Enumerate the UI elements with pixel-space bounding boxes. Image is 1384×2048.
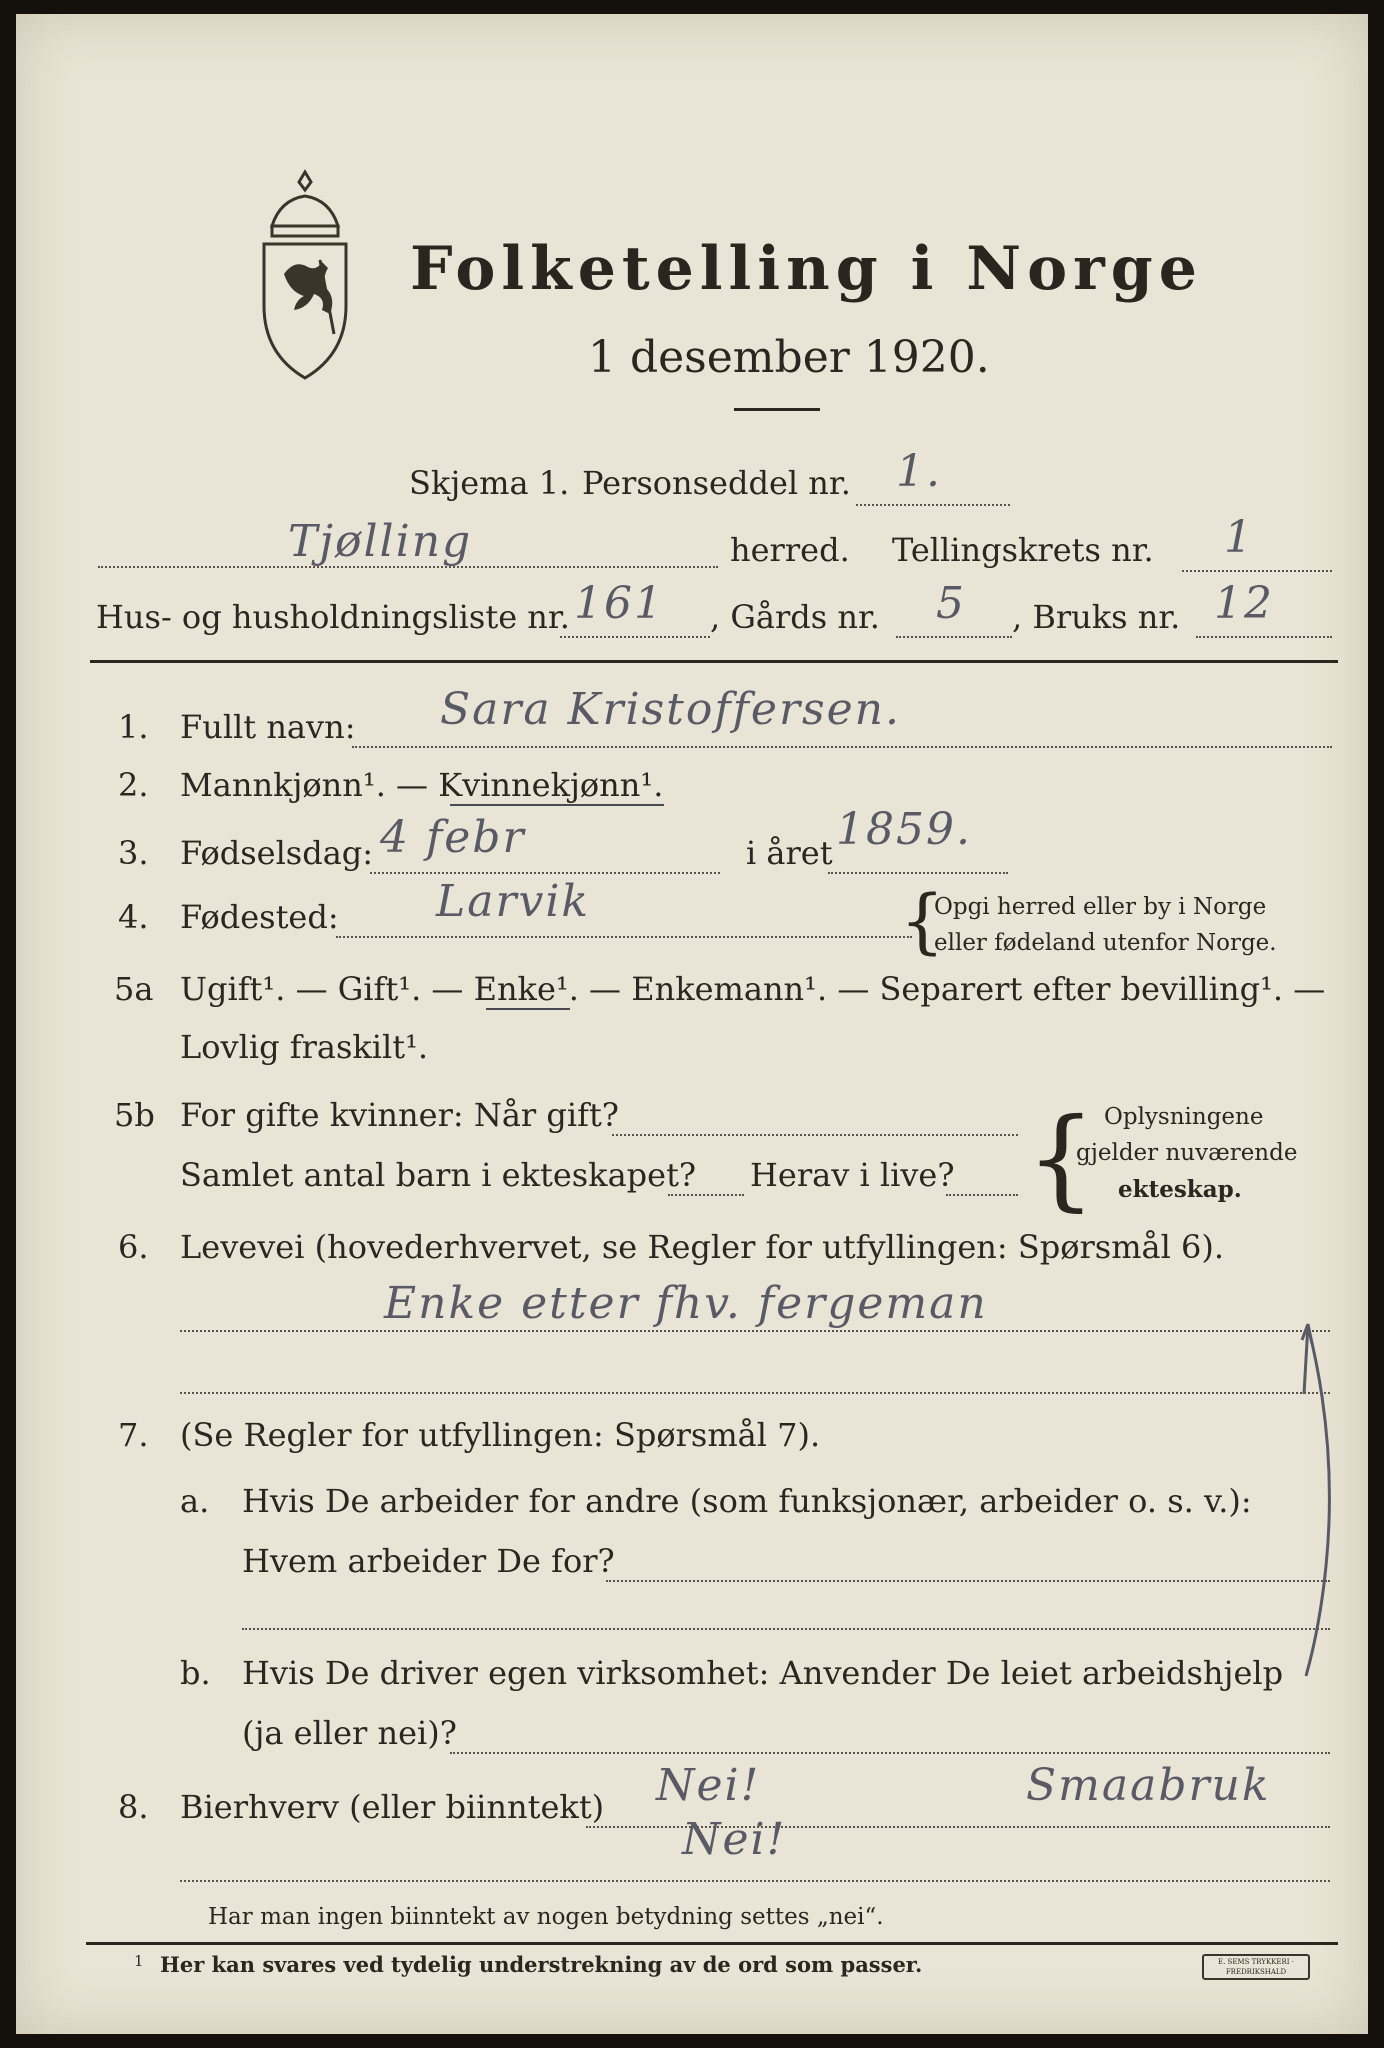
husliste-line <box>560 636 710 638</box>
q5a-number: 5a <box>114 970 154 1008</box>
q3-year-label: i året <box>746 834 833 872</box>
gards-value: 5 <box>936 578 966 629</box>
q4-line <box>336 936 912 938</box>
q3-number: 3. <box>118 834 149 872</box>
q1-number: 1. <box>118 708 149 746</box>
q7b-line2: (ja eller nei)? <box>242 1714 457 1752</box>
q3-value: 4 febr <box>380 812 526 863</box>
husliste-value: 161 <box>574 578 664 629</box>
q2-underline-kvinnekjonn <box>450 804 664 806</box>
q7a-line2: Hvem arbeider De for? <box>242 1542 615 1580</box>
personseddel-label: Personseddel nr. <box>582 464 851 502</box>
footnote-text: Her kan svares ved tydelig understrekning av de ord som passer. <box>160 1952 923 1977</box>
census-form-page <box>16 14 1368 2034</box>
q5b-alive-line <box>946 1194 1018 1196</box>
q5a-line1: Ugift¹. — Gift¹. — Enke¹. — Enkemann¹. — Separert efter bevilling¹. — <box>180 970 1326 1008</box>
q8-note: Har man ingen biinntekt av nogen betydning settes „nei“. <box>208 1904 884 1930</box>
footer-rule <box>86 1942 1338 1945</box>
q7a-line <box>606 1580 1330 1582</box>
q4-number: 4. <box>118 898 149 936</box>
q1-value: Sara Kristoffersen. <box>440 684 901 735</box>
q5b-line2a: Samlet antal barn i ekteskapet? <box>180 1156 697 1194</box>
personseddel-line <box>856 504 1010 506</box>
q2-number: 2. <box>118 766 149 804</box>
q5b-note-line2: gjelder nuværende <box>1076 1140 1298 1166</box>
gards-line <box>896 636 1012 638</box>
q7a-extra-line <box>242 1628 1330 1630</box>
census-date: 1 desember 1920. <box>588 332 990 383</box>
herred-label: herred. <box>730 531 850 569</box>
q6-number: 6. <box>118 1228 149 1266</box>
q3-label: Fødselsdag: <box>180 834 374 872</box>
schema-label: Skjema 1. <box>409 464 570 502</box>
gards-label: , Gårds nr. <box>710 598 880 636</box>
tellingskrets-line <box>1182 570 1332 572</box>
handwritten-bracket-mark <box>1286 1314 1346 1714</box>
footnote-mark: 1 <box>134 1952 144 1970</box>
q6-line2 <box>180 1392 1330 1394</box>
q8-line2 <box>180 1880 1330 1882</box>
q1-label: Fullt navn: <box>180 708 356 746</box>
q7-number: 7. <box>118 1416 149 1454</box>
q4-note-line1: Opgi herred eller by i Norge <box>934 894 1267 920</box>
q5a-line2: Lovlig fraskilt¹. <box>180 1028 429 1066</box>
q7a-line1: Hvis De arbeider for andre (som funksjonær, arbeider o. s. v.): <box>242 1482 1252 1520</box>
personseddel-value: 1. <box>896 446 942 497</box>
q6-value: Enke etter fhv. fergeman <box>384 1278 988 1329</box>
q5b-line2b: Herav i live? <box>750 1156 955 1194</box>
tellingskrets-label: Tellingskrets nr. <box>892 531 1154 569</box>
q3-line <box>370 872 720 874</box>
q4-label: Fødested: <box>180 898 339 936</box>
q8-number: 8. <box>118 1788 149 1826</box>
husliste-label: Hus- og husholdningsliste nr. <box>96 598 570 636</box>
q5b-note-line1: Oplysningene <box>1104 1104 1264 1130</box>
q1-line <box>352 746 1332 748</box>
q5a-underline-enke <box>486 1008 570 1010</box>
q6-line1 <box>180 1330 1330 1332</box>
q5b-married-line <box>612 1134 1018 1136</box>
q5b-children-line <box>668 1194 744 1196</box>
bruks-value: 12 <box>1214 578 1274 629</box>
q7a-letter: a. <box>180 1482 210 1520</box>
q4-value: Larvik <box>436 876 591 927</box>
form-title: Folketelling i Norge <box>410 234 1203 304</box>
q5b-note-brace: { <box>1026 1094 1096 1222</box>
q4-note-brace: { <box>900 880 945 962</box>
q6-label: Levevei (hovederhvervet, se Regler for utfyllingen: Spørsmål 6). <box>180 1228 1225 1266</box>
q8-value-1: Nei! <box>656 1760 761 1811</box>
bruks-line <box>1196 636 1332 638</box>
header-rule <box>90 660 1338 663</box>
title-divider <box>734 408 820 411</box>
q7b-letter: b. <box>180 1654 211 1692</box>
tellingskrets-value: 1 <box>1224 512 1254 563</box>
q5b-note-line3: ekteskap. <box>1118 1176 1242 1203</box>
norwegian-coat-of-arms-icon <box>250 164 360 394</box>
q2-label: Mannkjønn¹. — Kvinnekjønn¹. <box>180 766 664 804</box>
q7b-line <box>450 1752 1330 1754</box>
q3-year-line <box>828 872 1008 874</box>
q7b-line1: Hvis De driver egen virksomhet: Anvender De leiet arbeidshjelp <box>242 1654 1284 1692</box>
q8-value-3: Nei! <box>682 1814 787 1865</box>
q8-value-2: Smaabruk <box>1026 1760 1271 1811</box>
herred-value: Tjølling <box>288 516 473 567</box>
q5b-line1: For gifte kvinner: Når gift? <box>180 1096 619 1134</box>
bruks-label: , Bruks nr. <box>1012 598 1181 636</box>
printer-stamp <box>1202 1954 1310 1980</box>
q3-year-value: 1859. <box>836 804 972 855</box>
printer-stamp-text: E. SEMS TRYKKERI · FREDRIKSHALD <box>1217 1958 1295 1976</box>
q5b-number: 5b <box>114 1096 155 1134</box>
q4-note-line2: eller fødeland utenfor Norge. <box>934 930 1277 956</box>
q7-label: (Se Regler for utfyllingen: Spørsmål 7). <box>180 1416 821 1454</box>
q8-label: Bierhverv (eller biinntekt) <box>180 1788 605 1826</box>
